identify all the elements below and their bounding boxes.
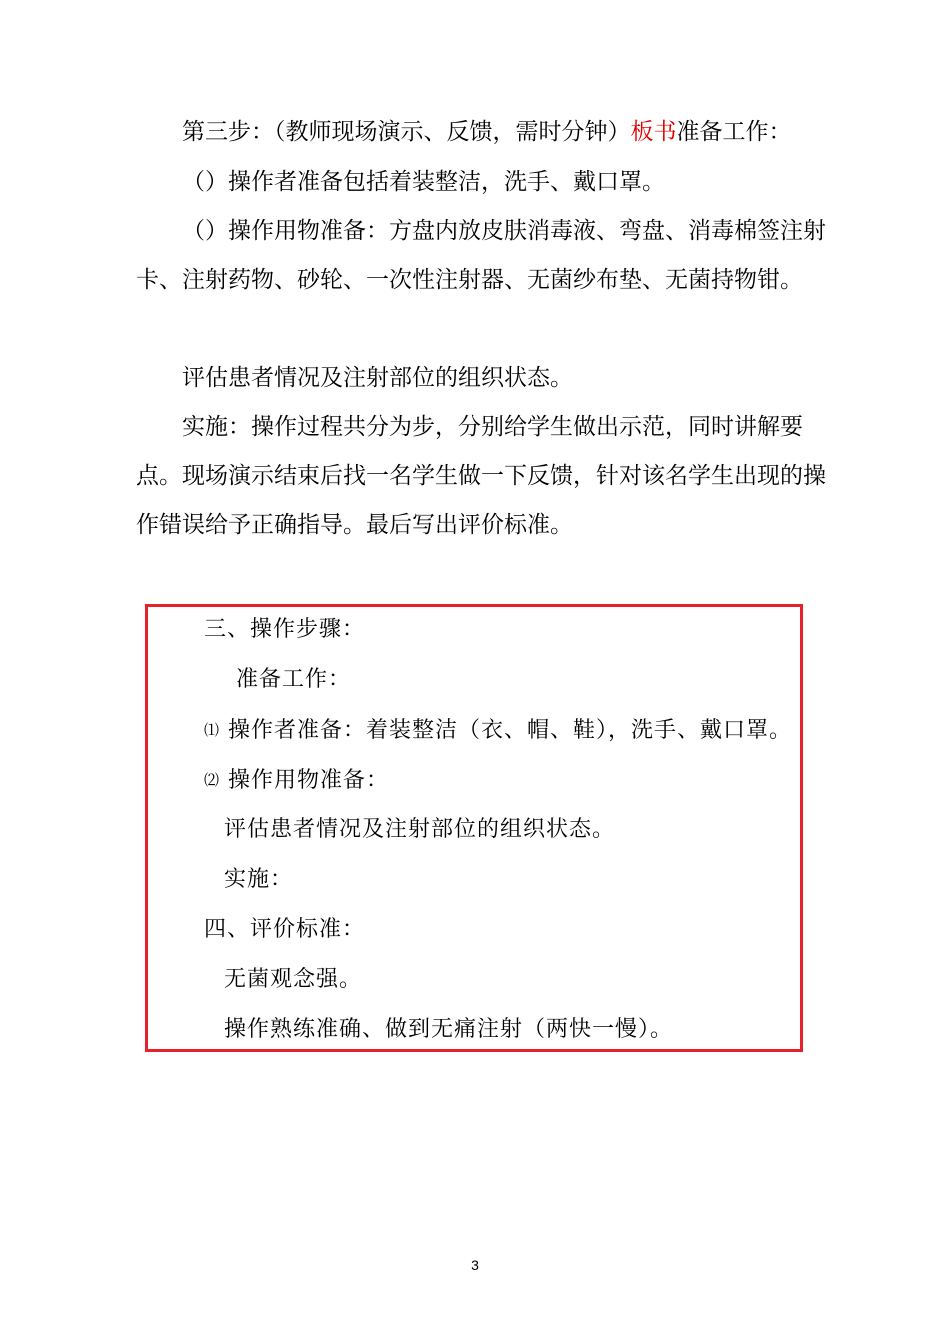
page-number: 3: [471, 1257, 479, 1273]
box-implement: 实施：: [224, 867, 294, 892]
step3-highlight: 板书: [630, 119, 677, 145]
box-prep-work: 准备工作：: [236, 667, 352, 692]
box-criteria-2: 操作熟练准确、做到无痛注射（两快一慢）。: [224, 1017, 674, 1042]
box-item-1: [204, 715, 792, 746]
step3-lead: 第三步：（教师现场演示、反馈，需时分钟）: [182, 119, 631, 145]
box-heading-steps: 三、操作步骤：: [204, 617, 366, 642]
box-criteria-1: 无菌观念强。: [224, 967, 363, 992]
item-2-number: ⑵: [204, 771, 221, 789]
step3-line: [136, 108, 826, 157]
box-heading-criteria: 四、评价标准：: [204, 917, 366, 942]
paragraph-implement: 实施：操作过程共分为步，分别给学生做出示范，同时讲解要点。现场演示结束后找一名学生做一下反馈，针对该名学生出现的操作错误给予正确指导。最后写出评价标准。: [136, 414, 826, 538]
item-1-text: 操作者准备：着装整洁（衣、帽、鞋），洗手、戴口罩。: [228, 718, 793, 743]
board-notes-box: [145, 604, 803, 1052]
step3-tail: 准备工作：: [676, 119, 792, 145]
item-2-text: 操作用物准备：: [228, 768, 390, 793]
paragraph-assess: 评估患者情况及注射部位的组织状态。: [182, 365, 573, 391]
box-item-2: [204, 765, 389, 796]
item-1-number: ⑴: [204, 721, 221, 739]
paragraph-supplies-prep: （）操作用物准备：方盘内放皮肤消毒液、弯盘、消毒棉签注射卡、注射药物、砂轮、一次性注射器、无菌纱布垫、无菌持物钳。: [136, 218, 826, 293]
paragraph-operator-prep: （）操作者准备包括着装整洁，洗手、戴口罩。: [182, 169, 665, 195]
box-assess: 评估患者情况及注射部位的组织状态。: [224, 817, 616, 842]
